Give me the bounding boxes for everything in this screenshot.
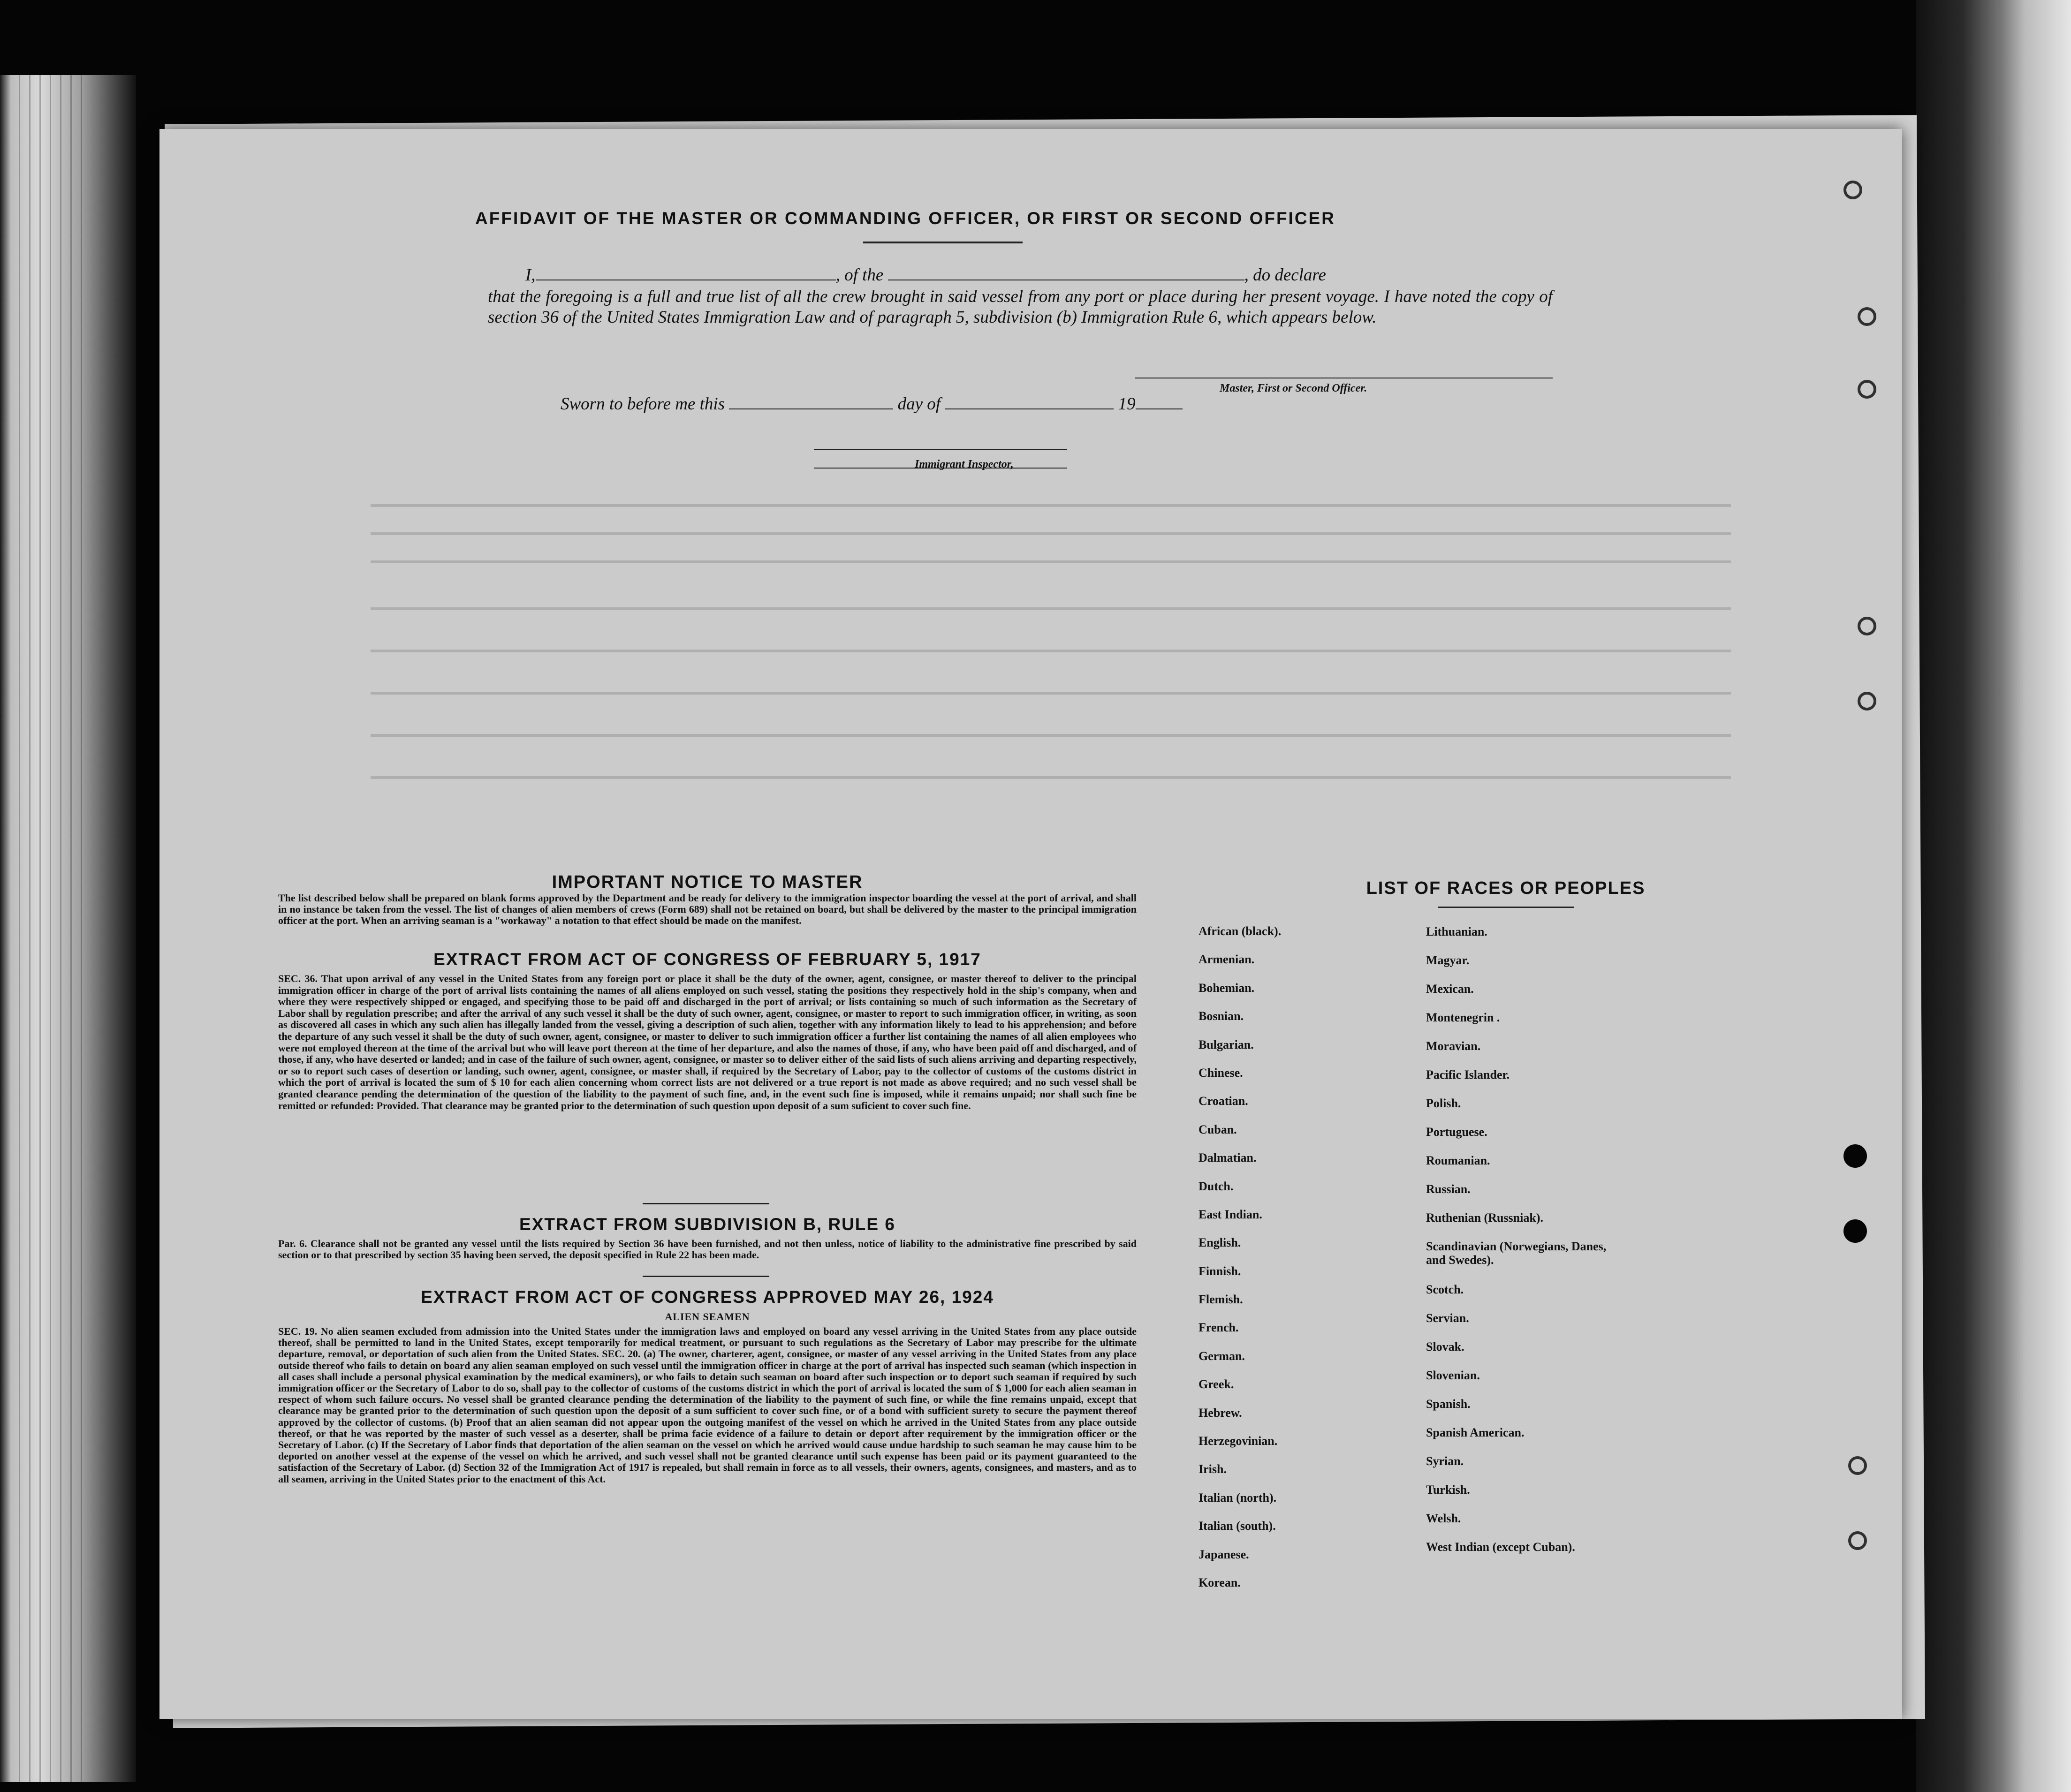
race-item: Pacific Islander. <box>1426 1068 1510 1081</box>
race-item: Dalmatian. <box>1199 1151 1257 1165</box>
race-item: Lithuanian. <box>1426 925 1487 938</box>
race-item: Servian. <box>1426 1311 1469 1325</box>
race-item: Bulgarian. <box>1199 1037 1254 1051</box>
bleed-through-row <box>371 532 1731 535</box>
punch-hole <box>1858 380 1876 399</box>
race-item: Italian (north). <box>1199 1490 1277 1505</box>
vessel-blank[interactable] <box>888 266 1244 280</box>
punch-hole <box>1843 181 1862 199</box>
extract-rule6-text: Par. 6. Clearance shall not be granted any vessel until the lists required by Section 36 have been furnished, and not then unless, notice of liability to the administrative fine prescribed by said section or to that prescribed by section 35 having been served, the deposit specified in Rule 22 has been made. <box>278 1238 1137 1261</box>
races-title: LIST OF RACES OR PEOPLES <box>1366 878 1646 898</box>
manifest-page <box>159 129 1902 1719</box>
of-the-label: , of the <box>835 265 884 285</box>
name-blank[interactable] <box>536 266 836 280</box>
extract-rule6-title: EXTRACT FROM SUBDIVISION B, RULE 6 <box>519 1215 895 1234</box>
race-item: Chinese. <box>1199 1066 1243 1080</box>
month-blank[interactable] <box>945 395 1114 409</box>
bleed-through-row <box>371 692 1731 695</box>
punch-hole <box>1858 692 1876 711</box>
race-item: Roumanian. <box>1426 1154 1490 1167</box>
i-label: I, <box>525 265 536 285</box>
race-item: German. <box>1199 1349 1245 1363</box>
races-column-1 <box>1199 925 1396 1604</box>
title-rule <box>863 242 1023 243</box>
race-item: Slovenian. <box>1426 1369 1480 1382</box>
race-item: Syrian. <box>1426 1454 1464 1468</box>
race-item: Flemish. <box>1199 1293 1243 1307</box>
punch-hole <box>1843 1144 1867 1168</box>
punch-hole <box>1848 1456 1867 1475</box>
race-item: Welsh. <box>1426 1512 1461 1525</box>
races-rule <box>1438 907 1574 908</box>
race-item: Polish. <box>1426 1096 1461 1110</box>
race-item: Greek. <box>1199 1377 1234 1391</box>
sworn-line <box>561 394 1183 414</box>
race-item: French. <box>1199 1321 1239 1335</box>
notice-text: The list described below shall be prepared on blank forms approved by the Department and be ready for delivery to the immigration inspector boarding the vessel at the port of arrival, and shall in no instance be taken from the vessel. The list of changes of alien members of crews (Form 689) shall not be retained on board, but shall be delivered by the master to the principal immigration officer at the port. When an arriving seaman is a "workaway" a notation to that effect should be made on the manifest. <box>278 892 1137 926</box>
race-item: Scandinavian (Norwegians, Danes, and Swedes). <box>1426 1240 1607 1267</box>
race-item: Herzegovinian. <box>1199 1434 1278 1448</box>
bleed-through-row <box>371 776 1731 779</box>
sworn-label: Sworn to before me this <box>561 394 725 414</box>
day-of-label: day of <box>897 394 941 414</box>
notice-title: IMPORTANT NOTICE TO MASTER <box>552 872 863 892</box>
race-item: Korean. <box>1199 1575 1241 1589</box>
punch-hole <box>1848 1531 1867 1550</box>
section-rule <box>643 1203 769 1204</box>
race-item: Croatian. <box>1199 1094 1248 1108</box>
extract-1924-text: SEC. 19. No alien seamen excluded from admission into the United States under the immigration laws and employed on board any vessel arriving in the United States from any place outside thereof, shall be permitted to land in the United States, except temporarily for medical treatment, or pursuant to such regulations as the Secretary of Labor may prescribe for the ultimate departure, removal, or deportation of such alien from the United States. SEC. 20. (a) The owner, charterer, agent, consignee, or master of any vessel arriving in the United States from any place outside thereof who fails to detain on board any alien seaman employed on such vessel until the immigration officer in charge at the port of arrival has inspected such seaman (which inspection in all cases shall include a personal physical examination by the medical examiners), or who fails to detain such seaman on board after such inspection or to deport such seaman if required by such immigration officer or the Secretary of Labor to do so, shall pay to the collector of customs of the customs district in which the port of arrival is located the sum of $ 1,000 for each alien seaman in respect of whom such failure occurs. No vessel shall be granted clearance pending the determination of the liability to the payment of such fine, or while the fine remains unpaid, except that clearance may be granted prior to the determination of such question upon the deposit of a sum sufficient to cover such fine, or of a bond with sufficient surety to secure the payment thereof approved by the collector of customs. (b) Proof that an alien seaman did not appear upon the outgoing manifest of the vessel on which he arrived in the United States from any place outside thereof, or that he was reported by the master of such vessel as a deserter, shall be prima facie evidence of a failure to detain or deport after requirement by the immigration officer or the Secretary of Labor. (c) If the Secretary of Labor finds that deportation of the alien seaman on the vessel on which he arrived would cause undue hardship to such seaman he may cause him to be deported on another vessel at the expense of the vessel on which he arrived, and such vessel shall not be granted clearance until such expense has been paid or its payment guaranteed to the satisfaction of the Secretary of Labor. (d) Section 32 of the Immigration Act of 1917 is repealed, but shall remain in force as to all vessels, their owners, agents, consignees, and masters, and as to all seamen, arriving in the United States prior to the enactment of this Act. <box>278 1325 1137 1485</box>
race-item: Armenian. <box>1199 953 1255 967</box>
punch-hole <box>1858 617 1876 635</box>
inspector-rule <box>814 449 1067 450</box>
race-item: Finnish. <box>1199 1264 1241 1278</box>
race-item: East Indian. <box>1199 1207 1262 1221</box>
inspector-label: Immigrant Inspector, <box>915 458 1014 470</box>
race-item: Slovak. <box>1426 1340 1464 1353</box>
race-item: African (black). <box>1199 924 1282 938</box>
race-item: Spanish. <box>1426 1397 1471 1411</box>
bleed-through-row <box>371 560 1731 563</box>
race-item: Bohemian. <box>1199 981 1255 995</box>
race-item: Moravian. <box>1426 1039 1481 1053</box>
section-rule <box>643 1276 769 1277</box>
race-item: Ruthenian (Russniak). <box>1426 1211 1543 1225</box>
race-item: Spanish American. <box>1426 1426 1525 1439</box>
do-declare-label: , do declare <box>1244 265 1326 285</box>
punch-hole <box>1858 307 1876 326</box>
bleed-through-row <box>371 734 1731 737</box>
bleed-through-row <box>371 504 1731 507</box>
race-item: Mexican. <box>1426 982 1474 996</box>
race-item: Dutch. <box>1199 1179 1234 1193</box>
affidavit-title: AFFIDAVIT OF THE MASTER OR COMMANDING OFFICER, OR FIRST OR SECOND OFFICER <box>475 209 1335 228</box>
race-item: Irish. <box>1199 1462 1227 1476</box>
extract-1917-title: EXTRACT FROM ACT OF CONGRESS OF FEBRUARY 5, 1917 <box>433 950 981 969</box>
scanner-left-edge <box>0 75 136 1782</box>
race-item: West Indian (except Cuban). <box>1426 1540 1575 1554</box>
bleed-through-row <box>371 650 1731 652</box>
race-item: Bosnian. <box>1199 1009 1244 1023</box>
extract-1924-title: EXTRACT FROM ACT OF CONGRESS APPROVED MAY 26, 1924 <box>421 1287 994 1307</box>
day-blank[interactable] <box>729 395 893 409</box>
race-item: Magyar. <box>1426 953 1470 967</box>
race-item: Russian. <box>1426 1182 1471 1196</box>
punch-hole <box>1843 1219 1867 1243</box>
race-item: Hebrew. <box>1199 1406 1242 1420</box>
signature-label: Master, First or Second Officer. <box>1220 382 1367 394</box>
year-prefix: 19 <box>1118 394 1136 414</box>
bleed-through-row <box>371 607 1731 610</box>
affidavit-body: that the foregoing is a full and true list of all the crew brought in said vessel from any port or place during her present voyage. I have noted the copy of section 36 of the United States Immigration Law and of paragraph 5, subdivision (b) Immigration Rule 6, which appears below. <box>488 287 1553 327</box>
race-item: Scotch. <box>1426 1283 1464 1296</box>
race-item: Turkish. <box>1426 1483 1470 1497</box>
year-blank[interactable] <box>1136 395 1183 409</box>
race-item: Italian (south). <box>1199 1519 1276 1533</box>
race-item: Japanese. <box>1199 1547 1249 1561</box>
race-item: Portuguese. <box>1426 1125 1487 1139</box>
affidavit-declaration-line <box>525 265 1571 285</box>
extract-1917-text: SEC. 36. That upon arrival of any vessel in the United States from any foreign port or place it shall be the duty of the owner, agent, consignee, or master thereof to deliver to the principal immigration officer in charge of the port of arrival lists containing the names of all aliens employed on such vessel, stating the positions they respectively hold in the ship's company, when and where they were respectively shipped or engaged, and specifying those to be paid off and discharged in the port of arrival; or lists containing so much of such information as the Secretary of Labor shall by regulation prescribe; and after the arrival of any such vessel it shall be the duty of such owner, agent, consignee, or master to report to such immigration officer, in writing, as soon as discovered all cases in which any such alien has illegally landed from the vessel, giving a description of such alien, together with any information likely to lead to his apprehension; and before the departure of any such vessel it shall be the duty of such owner, agent, consignee, or master to deliver to such immigration officer a further list containing the names of all alien employees who were not employed thereon at the time of the arrival but who will leave port thereon at the time of her departure, and also the names of those, if any, who have been paid off and discharged, and of those, if any, who have deserted or landed; and in case of the failure of such owner, agent, consignee, or master so to deliver either of the said lists of such aliens arriving and departing respectively, or so to report such cases of desertion or landing, such owner, agent, consignee, or master shall, if required by the Secretary of Labor, pay to the collector of customs of the customs district in which the port of arrival is located the sum of $ 10 for each alien concerning whom correct lists are not delivered or a true report is not made as above required; and no such vessel shall be granted clearance pending the determination of the question of the liability to the payment of such fine, and, in the event such fine is imposed, while it remains unpaid; nor shall such fine be remitted or refunded: Provided. That clearance may be granted prior to the determination of such question upon deposit of a sum suficient to cover such fine. <box>278 973 1137 1111</box>
race-item: English. <box>1199 1236 1241 1250</box>
extract-1924-subtitle: ALIEN SEAMEN <box>665 1311 750 1323</box>
race-item: Montenegrin . <box>1426 1011 1500 1024</box>
races-column-2 <box>1426 925 1623 1569</box>
scanner-right-edge <box>1916 0 2071 1792</box>
race-item: Cuban. <box>1199 1122 1237 1136</box>
